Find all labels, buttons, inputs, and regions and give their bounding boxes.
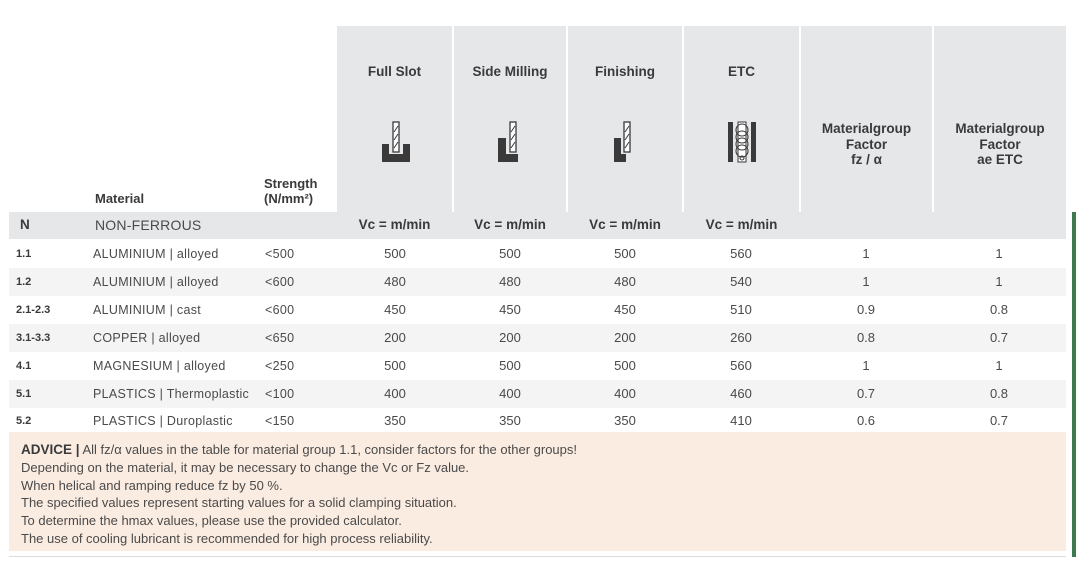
factor-fz-line-3: fz / α (851, 152, 882, 167)
header-col-factor-ae (934, 26, 1066, 212)
row-id: 1.1 (16, 248, 32, 260)
row-factor-ae: 1 (995, 274, 1003, 289)
row-strength: <250 (265, 359, 295, 373)
strength-column-label (264, 176, 317, 206)
row-id: 3.1-3.3 (16, 332, 51, 344)
factor-ae-line-3: ae ETC (977, 152, 1023, 167)
header-col-factor-fz (801, 26, 932, 212)
row-factor-ae: 1 (995, 358, 1003, 373)
row-etc: 460 (730, 386, 752, 401)
row-factor-ae: 0.7 (989, 413, 1009, 428)
row-finishing: 480 (614, 274, 636, 289)
strength-label-line-2: (N/mm²) (264, 191, 314, 206)
row-etc: 410 (730, 413, 752, 428)
row-factor-fz: 1 (862, 274, 870, 289)
row-factor-fz: 1 (862, 246, 870, 261)
header-col-etc (684, 26, 799, 212)
advice-line: Depending on the material, it may be necessary to change the Vc or Fz value. (21, 460, 470, 475)
row-material: COPPER | alloyed (93, 331, 201, 345)
column-title-full-slot: Full Slot (367, 64, 422, 79)
row-id: 4.1 (16, 360, 32, 372)
row-id: 5.1 (16, 388, 32, 400)
vc-unit-finishing: Vc = m/min (589, 217, 661, 232)
row-finishing: 200 (614, 330, 636, 345)
advice-line: The specified values represent starting values for a solid clamping situation. (21, 495, 457, 510)
column-title-factor-ae (934, 121, 1066, 168)
row-factor-fz: 0.8 (856, 330, 876, 345)
group-code: N (20, 217, 30, 232)
row-full-slot: 200 (384, 330, 406, 345)
row-finishing: 400 (614, 386, 636, 401)
row-material: MAGNESIUM | alloyed (93, 359, 226, 373)
advice-line: The use of cooling lubricant is recommended for high process reliability. (21, 531, 433, 546)
row-id: 2.1-2.3 (16, 304, 51, 316)
finishing-icon (610, 120, 640, 164)
vc-unit-full-slot: Vc = m/min (358, 217, 431, 232)
factor-ae-line-2: Factor (979, 136, 1021, 152)
row-etc: 560 (730, 246, 752, 261)
row-etc: 540 (730, 274, 752, 289)
header-col-side-milling (454, 26, 566, 212)
header-col-finishing (568, 26, 682, 212)
row-factor-ae: 0.7 (989, 330, 1009, 345)
table-row (9, 296, 1066, 324)
row-factor-fz: 0.9 (856, 302, 876, 317)
row-etc: 260 (730, 330, 752, 345)
strength-label-line-1: Strength (264, 176, 318, 191)
accent-bar (1072, 212, 1076, 557)
row-factor-ae: 0.8 (989, 302, 1009, 317)
row-finishing: 500 (614, 246, 636, 261)
row-factor-ae: 1 (995, 246, 1003, 261)
table-row (9, 324, 1066, 352)
row-side-milling: 400 (499, 386, 521, 401)
table-row (9, 268, 1066, 296)
column-title-side-milling: Side Milling (472, 64, 548, 79)
bottom-divider (9, 556, 1066, 557)
row-finishing: 450 (614, 302, 636, 317)
row-full-slot: 500 (384, 246, 406, 261)
advice-box (9, 432, 1066, 551)
row-factor-fz: 1 (862, 358, 870, 373)
row-strength: <650 (265, 331, 295, 345)
row-strength: <100 (265, 387, 295, 401)
row-etc: 510 (730, 302, 752, 317)
advice-line (21, 442, 577, 457)
row-factor-fz: 0.6 (856, 413, 876, 428)
row-id: 5.2 (16, 415, 32, 427)
advice-text: All fz/α values in the table for material group 1.1, consider factors for the other groups! (82, 442, 577, 457)
row-full-slot: 400 (384, 386, 406, 401)
row-full-slot: 500 (384, 358, 406, 373)
row-full-slot: 450 (384, 302, 406, 317)
etc-icon (726, 120, 758, 164)
row-full-slot: 480 (384, 274, 406, 289)
row-side-milling: 350 (499, 413, 521, 428)
row-strength: <600 (265, 303, 295, 317)
material-column-label: Material (95, 191, 145, 206)
factor-fz-line-1: Materialgroup (821, 121, 912, 136)
row-side-milling: 500 (499, 246, 521, 261)
row-factor-fz: 0.7 (856, 386, 876, 401)
row-finishing: 350 (614, 413, 636, 428)
row-material: PLASTICS | Duroplastic (93, 414, 233, 428)
side-milling-icon (496, 120, 526, 164)
column-title-etc: ETC (728, 64, 755, 79)
row-side-milling: 200 (499, 330, 521, 345)
factor-fz-line-2: Factor (845, 136, 888, 152)
row-strength: <600 (265, 275, 295, 289)
vc-unit-etc: Vc = m/min (705, 217, 778, 232)
row-material: PLASTICS | Thermoplastic (93, 387, 250, 401)
advice-label: ADVICE | (21, 442, 80, 457)
row-id: 1.2 (16, 276, 32, 288)
row-material: ALUMINIUM | alloyed (93, 275, 219, 289)
row-strength: <150 (265, 414, 295, 428)
vc-unit-side-milling: Vc = m/min (474, 217, 546, 232)
advice-line: When helical and ramping reduce fz by 50 %. (21, 478, 283, 493)
table-row (9, 240, 1066, 268)
row-side-milling: 500 (499, 358, 521, 373)
column-title-factor-fz (801, 121, 932, 168)
row-side-milling: 450 (499, 302, 521, 317)
row-material: ALUMINIUM | cast (93, 303, 202, 317)
row-etc: 560 (730, 358, 752, 373)
header-col-full-slot (337, 26, 452, 212)
table-row (9, 380, 1066, 408)
advice-line: To determine the hmax values, please use the provided calculator. (21, 513, 402, 528)
factor-ae-line-1: Materialgroup (955, 121, 1045, 136)
column-title-finishing: Finishing (595, 64, 655, 79)
table-row (9, 352, 1066, 380)
row-strength: <500 (265, 247, 295, 261)
row-full-slot: 350 (384, 413, 406, 428)
full-slot-icon (381, 120, 411, 164)
row-side-milling: 480 (499, 274, 521, 289)
row-finishing: 500 (614, 358, 636, 373)
row-material: ALUMINIUM | alloyed (93, 247, 219, 261)
row-factor-ae: 0.8 (989, 386, 1009, 401)
group-name: NON-FERROUS (95, 217, 202, 233)
table-row (9, 407, 1066, 435)
